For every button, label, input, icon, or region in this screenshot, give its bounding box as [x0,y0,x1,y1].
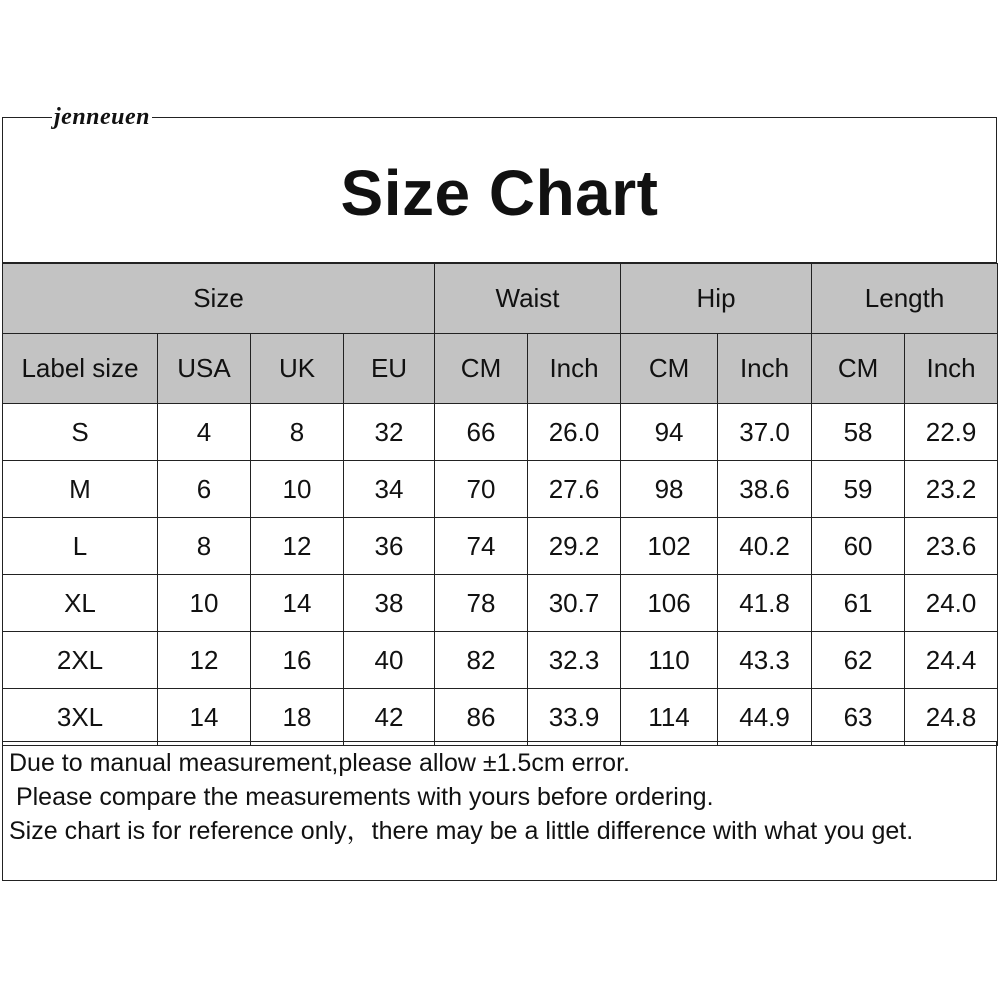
table-cell: 22.9 [905,404,998,461]
table-cell: 12 [251,518,344,575]
table-cell: 114 [621,689,718,746]
table-cell: 58 [812,404,905,461]
table-cell: 63 [812,689,905,746]
table-cell: 26.0 [528,404,621,461]
column-header: CM [621,334,718,404]
column-header-row [3,334,998,404]
table-cell: 30.7 [528,575,621,632]
table-cell: 33.9 [528,689,621,746]
table-cell: 106 [621,575,718,632]
table-cell: 8 [158,518,251,575]
table-cell: 42 [344,689,435,746]
table-cell: 24.4 [905,632,998,689]
table-cell: 10 [158,575,251,632]
table-cell: 8 [251,404,344,461]
table-cell: 23.2 [905,461,998,518]
table-cell: 24.8 [905,689,998,746]
table-cell: 40.2 [718,518,812,575]
table-row [3,461,998,518]
table-cell: 18 [251,689,344,746]
table-cell: L [3,518,158,575]
table-cell: 44.9 [718,689,812,746]
column-header: Inch [905,334,998,404]
table-cell: 43.3 [718,632,812,689]
title-row [2,118,997,263]
table-cell: 62 [812,632,905,689]
table-cell: 29.2 [528,518,621,575]
table-cell: 110 [621,632,718,689]
table-cell: 12 [158,632,251,689]
column-header: CM [435,334,528,404]
table-row [3,632,998,689]
table-cell: 32.3 [528,632,621,689]
group-header-row [3,264,998,334]
table-cell: 38.6 [718,461,812,518]
group-header-size: Size [3,264,435,334]
table-cell: 82 [435,632,528,689]
column-header: CM [812,334,905,404]
table-cell: 4 [158,404,251,461]
note-line: Size chart is for reference only，there may be a little difference with what you get. [9,817,914,845]
table-cell: 16 [251,632,344,689]
table-cell: 102 [621,518,718,575]
table-cell: 61 [812,575,905,632]
group-header-hip: Hip [621,264,812,334]
table-cell: 59 [812,461,905,518]
table-cell: 41.8 [718,575,812,632]
table-row [3,689,998,746]
table-cell: 6 [158,461,251,518]
group-header-waist: Waist [435,264,621,334]
table-cell: 86 [435,689,528,746]
page-title: Size Chart [340,157,659,229]
column-header: EU [344,334,435,404]
brand-logo: jenneuen [54,104,151,130]
size-table [2,263,998,746]
table-cell: 98 [621,461,718,518]
column-header: USA [158,334,251,404]
table-cell: 60 [812,518,905,575]
column-header: Label size [3,334,158,404]
table-cell: 74 [435,518,528,575]
table-cell: 34 [344,461,435,518]
column-header: Inch [528,334,621,404]
column-header: UK [251,334,344,404]
table-row [3,518,998,575]
table-cell: 70 [435,461,528,518]
table-cell: 14 [251,575,344,632]
table-cell: 37.0 [718,404,812,461]
column-header: Inch [718,334,812,404]
group-header-length: Length [812,264,998,334]
note-line: Please compare the measurements with yours before ordering. [9,783,714,811]
table-cell: 36 [344,518,435,575]
table-cell: 14 [158,689,251,746]
table-cell: 94 [621,404,718,461]
table-cell: M [3,461,158,518]
table-cell: 2XL [3,632,158,689]
table-cell: S [3,404,158,461]
table-cell: 27.6 [528,461,621,518]
table-row [3,404,998,461]
table-cell: 10 [251,461,344,518]
table-cell: 40 [344,632,435,689]
table-cell: 23.6 [905,518,998,575]
table-cell: 66 [435,404,528,461]
table-cell: 24.0 [905,575,998,632]
table-cell: 3XL [3,689,158,746]
table-cell: 32 [344,404,435,461]
table-cell: XL [3,575,158,632]
table-row [3,575,998,632]
note-line: Due to manual measurement,please allow ±1.5cm error. [9,749,630,777]
measurement-notes [2,741,997,881]
table-cell: 78 [435,575,528,632]
table-cell: 38 [344,575,435,632]
